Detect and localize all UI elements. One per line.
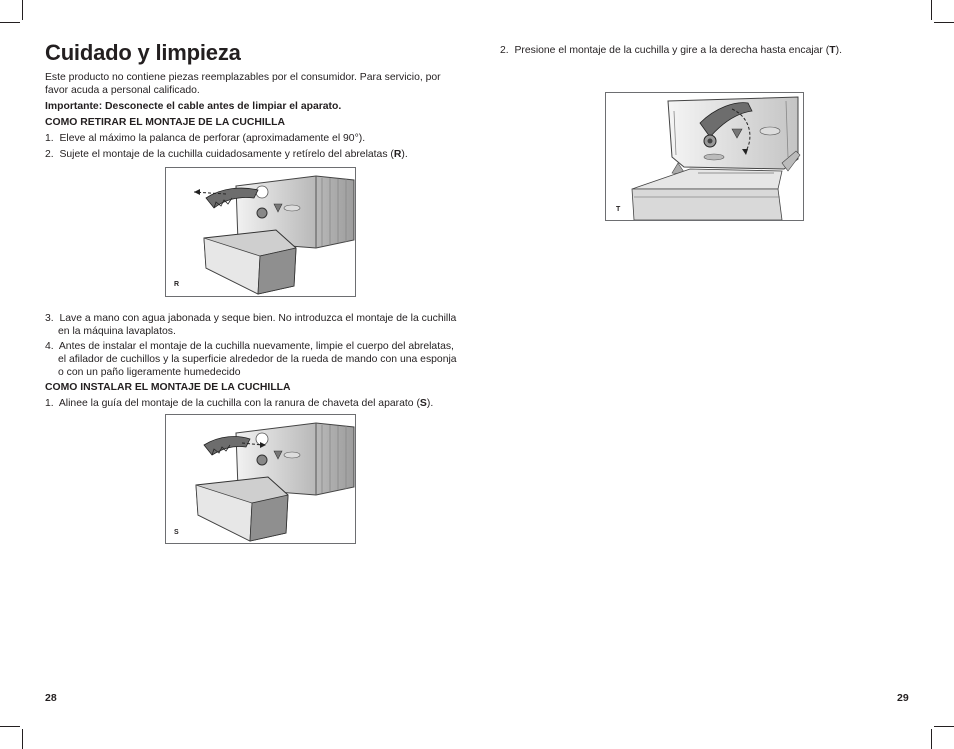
crop-mark xyxy=(934,726,954,727)
crop-mark xyxy=(931,0,932,20)
figure-reference: T xyxy=(829,45,836,56)
page-title: Cuidado y limpieza xyxy=(45,40,241,65)
step-number: 2. xyxy=(45,149,54,160)
intro-text: Este producto no contiene piezas reemplazables por el consumidor. Para servicio, por favor acuda a personal calificado. xyxy=(45,72,441,96)
page-number: 29 xyxy=(897,692,909,704)
figure-s-install-cutter xyxy=(165,414,356,544)
crop-mark xyxy=(22,0,23,20)
figure-label: S xyxy=(174,529,179,536)
step-text: Alinee la guía del montaje de la cuchilla con la ranura de chaveta del aparato xyxy=(58,398,414,409)
crop-mark xyxy=(934,22,954,23)
figure-r-remove-cutter xyxy=(165,167,356,297)
step-text: Presione el montaje de la cuchilla y gire a la derecha hasta encajar xyxy=(514,45,823,56)
crop-mark xyxy=(931,729,932,749)
page-number: 28 xyxy=(45,692,57,704)
crop-mark xyxy=(0,22,20,23)
figure-label: T xyxy=(616,206,621,213)
remove-step-2: 2. Sujete el montaje de la cuchilla cuidadosamente y retírelo del abrelatas (R). xyxy=(45,149,408,160)
figure-reference: R xyxy=(393,149,402,160)
install-step-1: 1. Alinee la guía del montaje de la cuchilla con la ranura de chaveta del aparato (S). xyxy=(45,398,434,409)
install-step-2: 2. Presione el montaje de la cuchilla y gire a la derecha hasta encajar (T). xyxy=(500,45,842,56)
can-opener-illustration xyxy=(166,415,355,543)
crop-mark xyxy=(22,729,23,749)
figure-t-rotate-cutter xyxy=(605,92,804,221)
intro-paragraph xyxy=(45,71,445,97)
figure-label: R xyxy=(174,281,180,288)
remove-step-1 xyxy=(45,132,458,145)
step-number: 1. xyxy=(45,398,54,409)
install-heading: COMO INSTALAR EL MONTAJE DE LA CUCHILLA xyxy=(45,382,291,393)
step-text: Eleve al máximo la palanca de perforar (aproximadamente el 90°). xyxy=(59,133,366,144)
can-opener-illustration xyxy=(606,93,803,220)
step-number: 1. xyxy=(45,133,54,144)
crop-mark xyxy=(0,726,20,727)
clean-step-3 xyxy=(45,312,458,338)
figure-reference: S xyxy=(419,398,427,409)
step-text: Lave a mano con agua jabonada y seque bien. No introduzca el montaje de la cuchilla en la máquina lavaplatos. xyxy=(58,313,457,337)
important-note: Importante: Desconecte el cable antes de limpiar el aparato. xyxy=(45,101,342,112)
step-number: 4. xyxy=(45,341,54,352)
remove-heading: COMO RETIRAR EL MONTAJE DE LA CUCHILLA xyxy=(45,117,285,128)
can-opener-illustration xyxy=(166,168,355,296)
step-text: Antes de instalar el montaje de la cuchilla nuevamente, limpie el cuerpo del abrelatas, el afilador de cuchillos y la superficie alrededor de la rueda de mando con una esponja o con un paño ligeramente humedecido xyxy=(58,341,457,378)
step-number: 2. xyxy=(500,45,509,56)
step-text: Sujete el montaje de la cuchilla cuidadosamente y retírelo del abrelatas xyxy=(59,149,388,160)
step-number: 3. xyxy=(45,313,54,324)
clean-step-4 xyxy=(45,340,458,379)
